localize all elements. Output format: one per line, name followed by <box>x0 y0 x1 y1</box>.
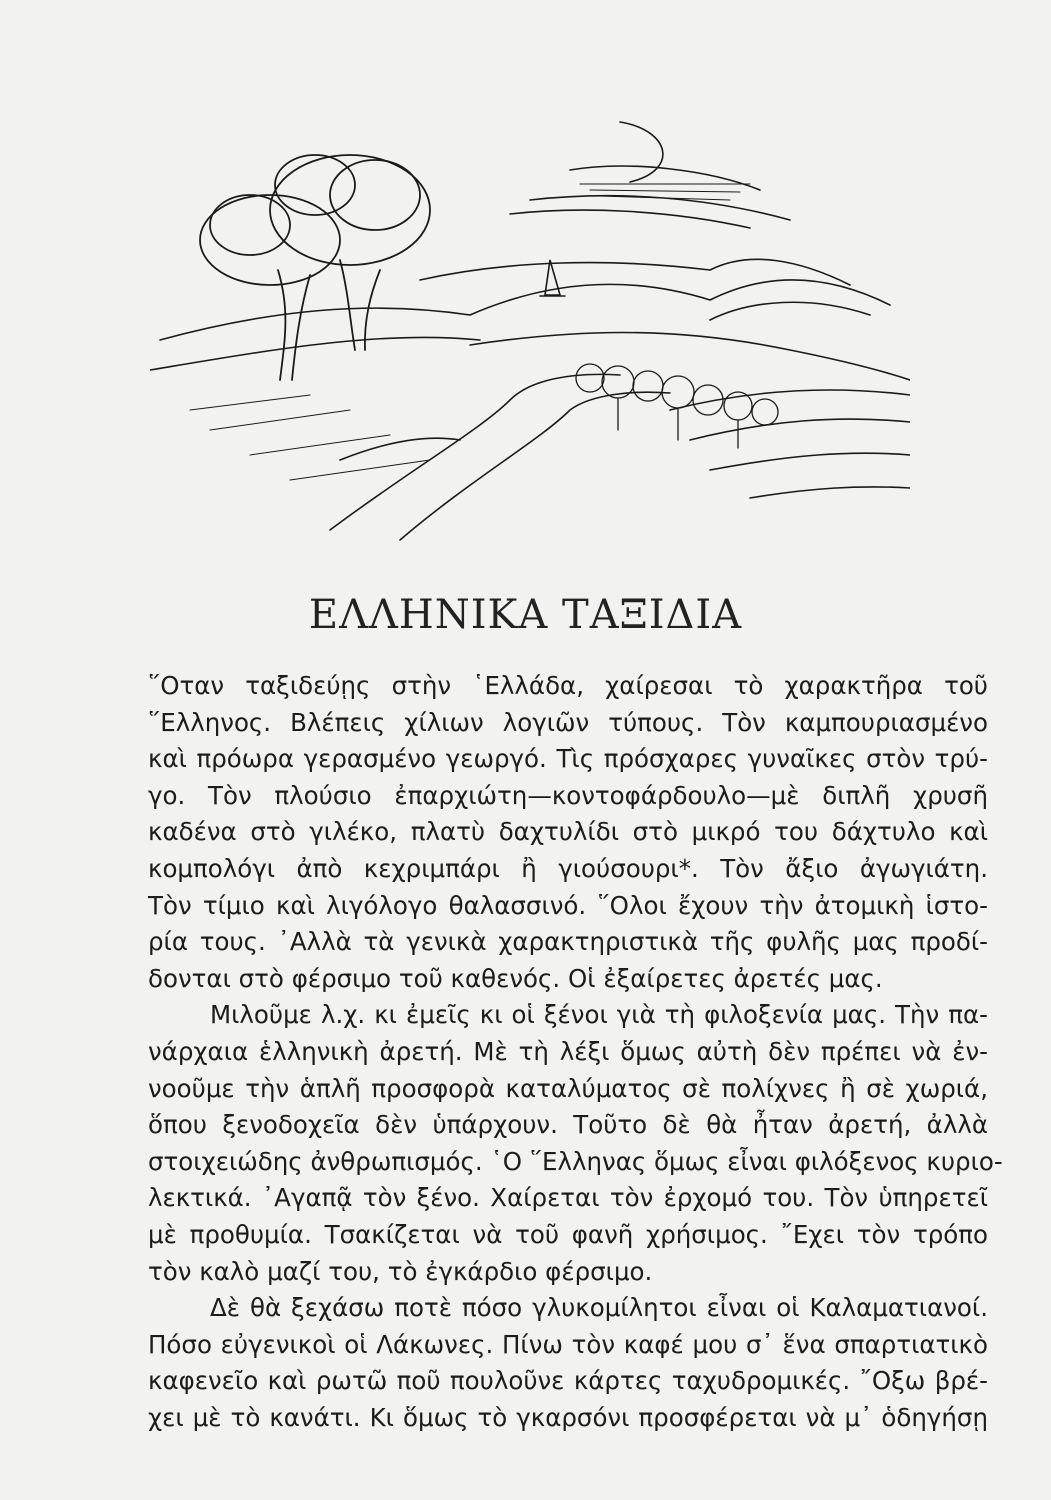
text-line: λεκτικά. ᾿Αγαπᾷ τὸν ξένο. Χαίρεται τὸν ἐρχομό του. Τὸν ὑπηρετεῖ <box>148 1183 988 1213</box>
text-line: ῞Ελληνος. Βλέπεις χίλιων λογιῶν τύπους. Τὸν καμπουριασμένο <box>148 707 988 737</box>
text-line: δονται στὸ φέρσιμο τοῦ καθενός. Οἱ ἐξαίρετες ἀρετές μας. <box>148 963 883 993</box>
text-line: Πόσο εὐγενικοὶ οἱ Λάκωνες. Πίνω τὸν καφέ μου σ᾿ ἕνα σπαρτιατικὸ <box>148 1329 988 1359</box>
body-text <box>148 668 1003 1436</box>
text-line: ῞Οταν ταξιδεύῃς στὴν ῾Ελλάδα, χαίρεσαι τὸ χαρακτῆρα τοῦ <box>148 671 988 700</box>
text-line: καδένα στὸ γιλέκο, πλατὺ δαχτυλίδι στὸ μικρό του δάχτυλο καὶ <box>148 817 988 847</box>
text-line: χει μὲ τὸ κανάτι. Κι ὅμως τὸ γκαρσόνι προσφέρεται νὰ μ᾿ ὁδηγήσῃ <box>148 1402 988 1432</box>
text-line: Μιλοῦμε λ.χ. κι ἐμεῖς κι οἱ ξένοι γιὰ τὴ φιλοξενία μας. Τὴν πα- <box>210 1000 988 1030</box>
text-line: τὸν καλὸ μαζί του, τὸ ἐγκάρδιο φέρσιμο. <box>148 1256 653 1286</box>
landscape-drawing-icon <box>150 110 910 550</box>
text-line: Δὲ θὰ ξεχάσω ποτὲ πόσο γλυκομίλητοι εἶναι οἱ Καλαματιανοί. <box>210 1293 988 1323</box>
text-line: στοιχειώδης ἀνθρωπισμός. ῾Ο ῞Ελληνας ὅμως εἶναι φιλόξενος κυριο- <box>148 1146 1003 1176</box>
text-line: καφενεῖο καὶ ρωτῶ ποῦ πουλοῦνε κάρτες ταχυδρομικές. ῎Οξω βρέ- <box>148 1366 988 1396</box>
text-line: κομπολόγι ἀπὸ κεχριμπάρι ἢ γιούσουρι*. Τὸν ἄξιο ἀγωγιάτη. <box>148 853 988 883</box>
text-line: νάρχαια ἑλληνικὴ ἀρετή. Μὲ τὴ λέξι ὅμως αὐτὴ δὲν πρέπει νὰ ἐν- <box>148 1036 988 1066</box>
text-line: καὶ πρόωρα γερασμένο γεωργό. Τὶς πρόσχαρες γυναῖκες στὸν τρύ- <box>148 744 988 774</box>
text-line: γο. Τὸν πλούσιο ἐπαρχιώτη—κοντοφάρδουλο—μὲ διπλῆ χρυσῆ <box>148 780 988 810</box>
text-line: μὲ προθυμία. Τσακίζεται νὰ τοῦ φανῆ χρήσιμος. ῎Εχει τὸν τρόπο <box>148 1219 988 1249</box>
text-line: νοοῦμε τὴν ἁπλῆ προσφορὰ καταλύματος σὲ πολίχνες ἢ σὲ χωριά, <box>148 1073 988 1103</box>
page-title: ΕΛΛΗΝΙΚΑ ΤΑΞΙΔΙΑ <box>308 592 743 638</box>
text-line: ρία τους. ᾿Αλλὰ τὰ γενικὰ χαρακτηριστικὰ τῆς φυλῆς μας προδί- <box>148 927 988 957</box>
text-line: Τὸν τίμιο καὶ λιγόλογο θαλασσινό. ῞Ολοι ἔχουν τὴν ἀτομικὴ ἱστο- <box>148 890 988 920</box>
text-line: ὅπου ξενοδοχεῖα δὲν ὑπάρχουν. Τοῦτο δὲ θὰ ἦταν ἀρετή, ἀλλὰ <box>148 1110 988 1140</box>
